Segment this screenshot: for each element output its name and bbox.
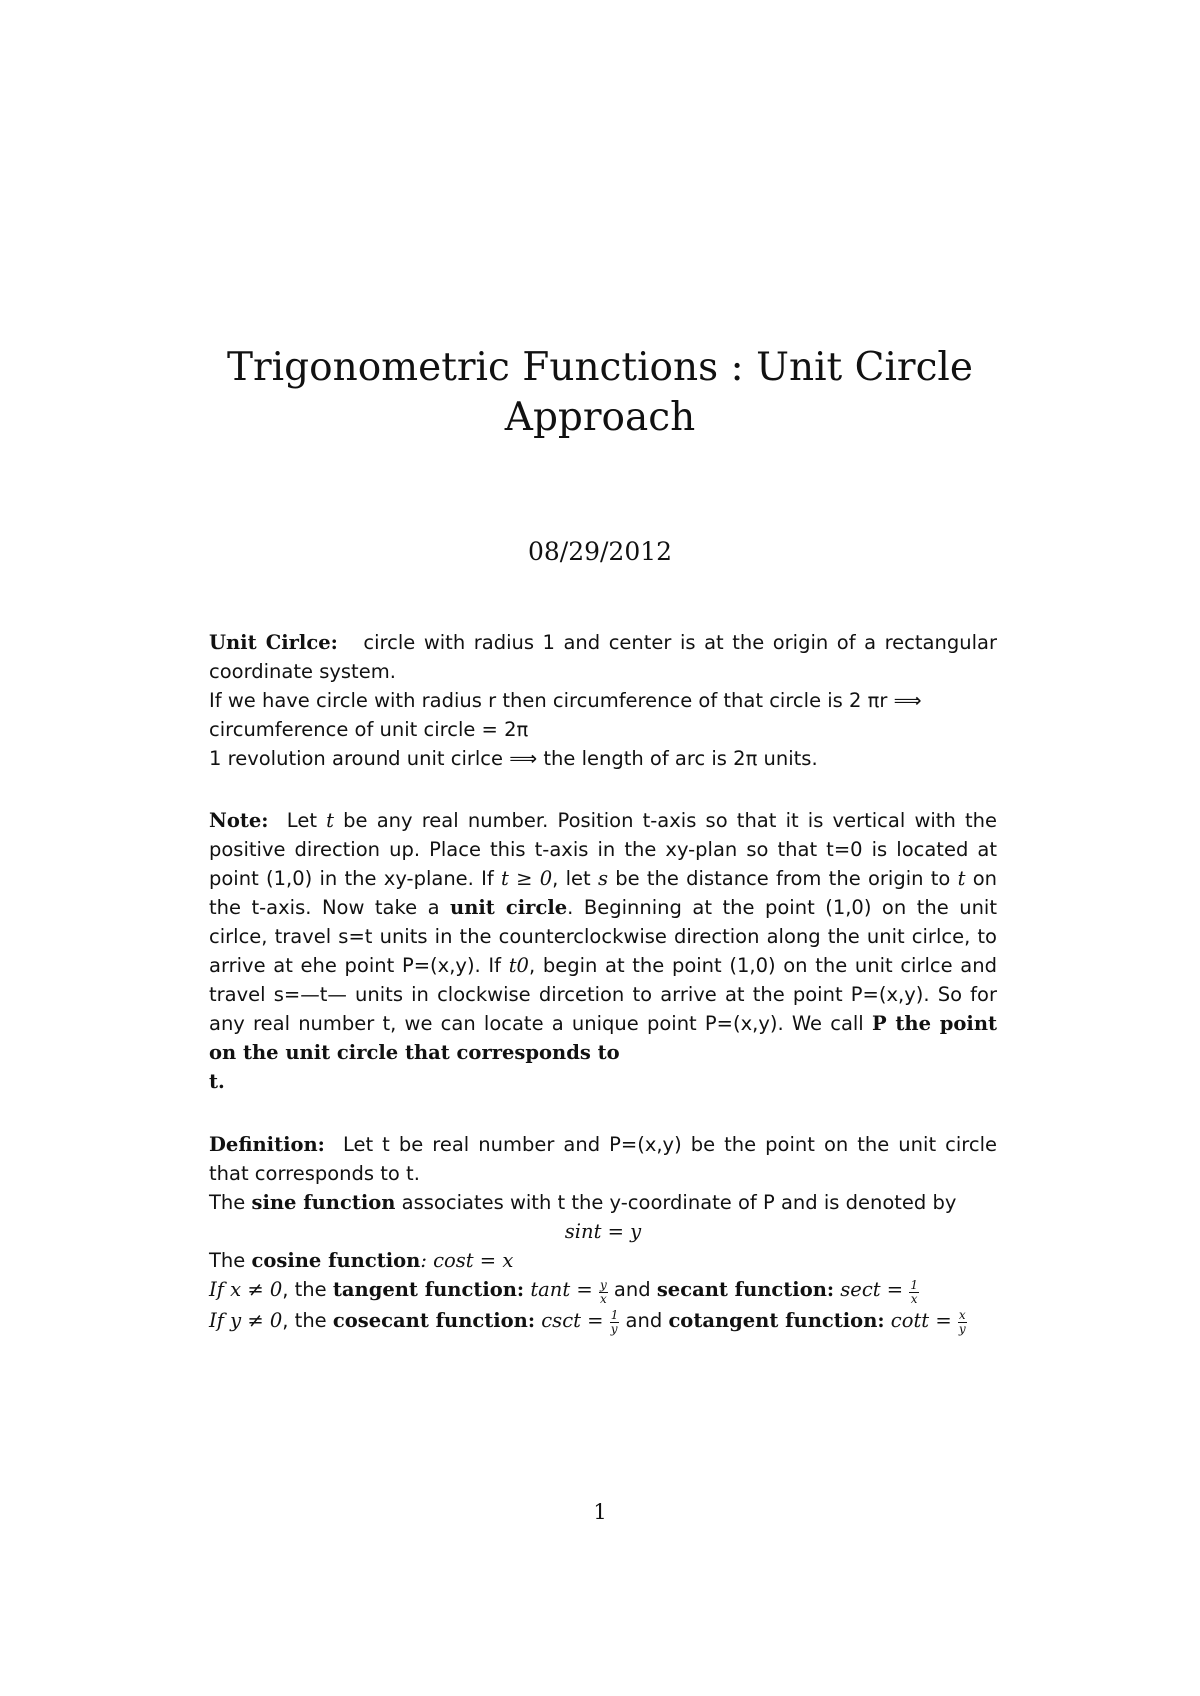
fraction-denominator: y (610, 1322, 618, 1337)
note-text: . Beginning at the point (1,0) on the unit cirlce, travel s=t units in the counterclockwise direction along the unit cirlce, to arrive at ehe point P=(x,y). If (209, 896, 997, 977)
note-text: , let (552, 867, 598, 890)
cotangent-fraction (958, 1309, 967, 1336)
fraction-numerator: 1 (610, 1308, 619, 1323)
note-text: be any real number. Position t-axis so that it is vertical with the positive direction up. Place this t-axis in the xy-plan so that t=0 is located at point (1,0) in the xy-plane. If (209, 809, 997, 890)
note-condition: t ≥ 0 (501, 867, 553, 890)
sine-text: associates with t the y-coordinate of P and is denoted by (395, 1191, 957, 1214)
note-bold-term: unit circle (450, 896, 568, 919)
note-var-t: t (326, 809, 334, 832)
note-last-line (209, 1067, 997, 1096)
definition-section (209, 1130, 997, 1336)
cosecant-fraction (610, 1309, 620, 1336)
cosine-text: The (209, 1249, 252, 1272)
tangent-text: , the (282, 1278, 333, 1301)
sine-formula: sint = y (564, 1220, 642, 1243)
fraction-denominator: x (910, 1291, 918, 1306)
unit-circle-section (209, 628, 997, 773)
unit-circle-text: circle with radius 1 and center is at the origin of a rectangular coordinate system. (209, 631, 997, 683)
note-text: , begin at the point (1,0) on the unit cirlce and travel s=—t— units in clockwise dircetion to arrive at the point P=(x,y). So for any real number t, we can locate a unique point P=(x,y). We call (209, 954, 997, 1035)
cosine-line (209, 1246, 997, 1275)
note-bold-t: t. (209, 1070, 225, 1093)
fraction-numerator: x (958, 1308, 966, 1323)
sine-paragraph (209, 1188, 997, 1217)
secant-fraction (909, 1279, 919, 1306)
sine-term: sine function (251, 1191, 396, 1214)
note-var-t: t (957, 867, 966, 890)
cosine-term: cosine function (251, 1249, 421, 1272)
fraction-denominator: x (599, 1291, 607, 1306)
unit-circle-heading: Unit Cirlce: (209, 631, 338, 654)
page-number: 1 (593, 1500, 607, 1524)
fraction-numerator: y (599, 1277, 607, 1292)
cosecant-text: , the (282, 1308, 333, 1332)
conjunction-text: and (619, 1308, 669, 1332)
definition-heading: Definition: (209, 1133, 325, 1156)
note-bold-statement: P the point on the unit circle that corresponds to (209, 1012, 997, 1064)
tangent-fraction (599, 1279, 608, 1306)
cosecant-term: cosecant function: (332, 1308, 536, 1332)
cotangent-term: cotangent function: (668, 1308, 885, 1332)
circumference-unit-line: circumference of unit circle = 2π (209, 718, 529, 741)
fraction-numerator: 1 (910, 1277, 918, 1292)
tangent-formula: tant = (530, 1278, 593, 1301)
note-text: on the t-axis. Now take a (209, 867, 997, 919)
title-line-2: Approach (504, 395, 696, 440)
note-text: be the distance from the origin to (607, 867, 958, 890)
tangent-secant-line (209, 1275, 997, 1306)
fraction-denominator: y (958, 1322, 966, 1337)
unit-circle-definition (209, 628, 997, 686)
tangent-condition: If x ≠ 0 (209, 1278, 283, 1301)
note-var-t0: t0 (508, 954, 529, 977)
cotangent-formula: cott = (890, 1308, 952, 1332)
document-title (0, 343, 1200, 443)
note-paragraph (209, 806, 997, 1067)
secant-formula: sect = (840, 1278, 904, 1301)
note-heading: Note: (209, 809, 269, 832)
secant-term: secant function: (656, 1278, 835, 1301)
circumference-line: If we have circle with radius r then circumference of that circle is 2 πr ⟹ (209, 689, 922, 712)
title-line-1: Trigonometric Functions : Unit Circle (227, 345, 973, 390)
note-text: Let (286, 809, 327, 832)
cosine-formula: : cost = x (420, 1249, 514, 1272)
revolution-line: 1 revolution around unit cirlce ⟹ the length of arc is 2π units. (209, 747, 818, 770)
document-date: 08/29/2012 (527, 537, 673, 566)
cosecant-formula: csct = (541, 1308, 604, 1332)
note-section (209, 806, 997, 1096)
cosecant-cotangent-line (209, 1306, 997, 1337)
definition-text: Let t be real number and P=(x,y) be the point on the unit circle that corresponds to t. (209, 1133, 997, 1185)
sine-text: The (209, 1191, 252, 1214)
definition-paragraph (209, 1130, 997, 1188)
note-var-s: s (597, 867, 608, 890)
tangent-term: tangent function: (332, 1278, 525, 1301)
conjunction-text: and (607, 1278, 657, 1301)
cosecant-condition: If y ≠ 0 (209, 1308, 283, 1332)
